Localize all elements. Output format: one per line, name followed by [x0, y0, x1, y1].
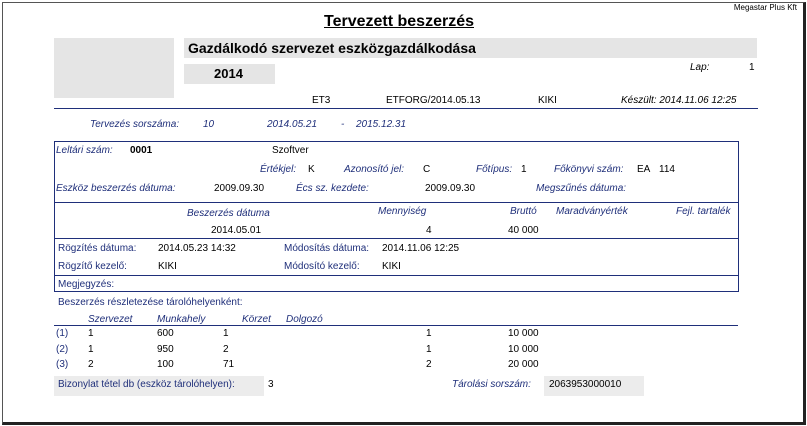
district-header: Körzet: [242, 314, 271, 325]
section-divider: [54, 275, 738, 276]
ledger-label: Főkönyvi szám:: [554, 164, 624, 175]
purchase-date-label: Eszköz beszerzés dátuma:: [56, 183, 176, 194]
row-qty: 2: [426, 359, 432, 370]
ledger-prefix: EA: [637, 164, 651, 175]
row-workplace: 950: [157, 344, 174, 355]
id-sign-label: Azonosító jel:: [344, 164, 405, 175]
row-gross: 20 000: [508, 359, 539, 370]
quantity-header: Mennyiség: [378, 206, 427, 217]
row-org: 2: [88, 359, 94, 370]
plan-number-label: Tervezés sorszáma:: [90, 119, 180, 130]
company-name: Megastar Plus Kft: [733, 3, 797, 12]
plan-date-to: 2015.12.31: [356, 119, 407, 130]
section-divider: [54, 238, 738, 239]
modified-label: Módosítás dátuma:: [284, 243, 370, 254]
storage-number: 2063953000010: [549, 379, 622, 390]
purchase-detail-qty: 4: [426, 225, 432, 236]
row-workplace: 100: [157, 359, 174, 370]
value-sign-label: Értékjel:: [260, 164, 297, 175]
purchase-date: 2009.09.30: [214, 183, 265, 194]
row-org: 1: [88, 344, 94, 355]
purchase-date-header: Beszerzés dátuma: [187, 208, 270, 219]
modifier-label: Módosító kezelő:: [284, 261, 360, 272]
depreciation-start: 2009.09.30: [425, 183, 476, 194]
row-org: 1: [88, 328, 94, 339]
page-label: Lap:: [690, 62, 710, 73]
org-header: Szervezet: [88, 314, 133, 325]
modified-date: 2014.11.06 12:25: [382, 243, 460, 254]
row-gross: 10 000: [508, 344, 539, 355]
end-date-label: Megszűnés dátuma:: [536, 183, 627, 194]
inventory-label: Leltári szám:: [56, 145, 113, 156]
code-et: ET3: [312, 95, 331, 106]
id-sign: C: [423, 164, 431, 175]
row-district: 71: [223, 359, 235, 370]
page-number: 1: [749, 62, 755, 73]
details-divider: [54, 325, 738, 326]
depreciation-start-label: Écs sz. kezdete:: [296, 183, 369, 194]
row-index: (2): [56, 344, 69, 355]
main-type-label: Főtípus:: [476, 164, 513, 175]
org-name: Gazdálkodó szervezet eszközgazdálkodása: [188, 40, 476, 56]
code-etforg: ETFORG/2014.05.13: [386, 95, 481, 106]
modifier: KIKI: [382, 261, 401, 272]
header-divider: [54, 108, 758, 109]
value-sign: K: [308, 164, 315, 175]
year: 2014: [214, 66, 243, 81]
workplace-header: Munkahely: [157, 314, 206, 325]
plan-number: 10: [203, 119, 215, 130]
row-workplace: 600: [157, 328, 174, 339]
plan-dash: -: [341, 119, 345, 130]
plan-date-from: 2014.05.21: [267, 119, 318, 130]
row-qty: 1: [426, 328, 432, 339]
purchase-detail-date: 2014.05.01: [211, 225, 262, 236]
row-qty: 1: [426, 344, 432, 355]
recorded-date: 2014.05.23 14:32: [158, 243, 236, 254]
residual-header: Maradványérték: [556, 206, 628, 217]
row-district: 1: [223, 328, 229, 339]
item-count: 3: [268, 379, 274, 390]
logo-placeholder: [54, 38, 174, 98]
purchase-detail-gross: 40 000: [508, 225, 539, 236]
dev-reserve-header: Fejl. tartalék: [676, 206, 731, 217]
row-district: 2: [223, 344, 229, 355]
created-timestamp: Készült: 2014.11.06 12:25: [621, 95, 737, 106]
row-index: (3): [56, 359, 69, 370]
inventory-number: 0001: [130, 145, 153, 156]
details-title: Beszerzés részletezése tárolóhelyenként:: [58, 297, 243, 308]
asset-name: Szoftver: [272, 145, 309, 156]
gross-header: Bruttó: [510, 206, 537, 217]
row-index: (1): [56, 328, 69, 339]
note-label: Megjegyzés:: [58, 279, 115, 290]
recorded-label: Rögzítés dátuma:: [58, 243, 137, 254]
ledger-number: 114: [659, 164, 675, 175]
row-gross: 10 000: [508, 328, 539, 339]
section-divider: [54, 202, 738, 203]
recorder: KIKI: [158, 261, 177, 272]
storage-number-label: Tárolási sorszám:: [452, 379, 531, 390]
item-count-label: Bizonylat tétel db (eszköz tárolóhelyen):: [58, 379, 235, 390]
recorder-label: Rögzítő kezelő:: [58, 261, 127, 272]
employee-header: Dolgozó: [286, 314, 323, 325]
report-title: Tervezett beszerzés: [324, 13, 474, 30]
main-type: 1: [521, 164, 527, 175]
user-name: KIKI: [538, 95, 557, 106]
